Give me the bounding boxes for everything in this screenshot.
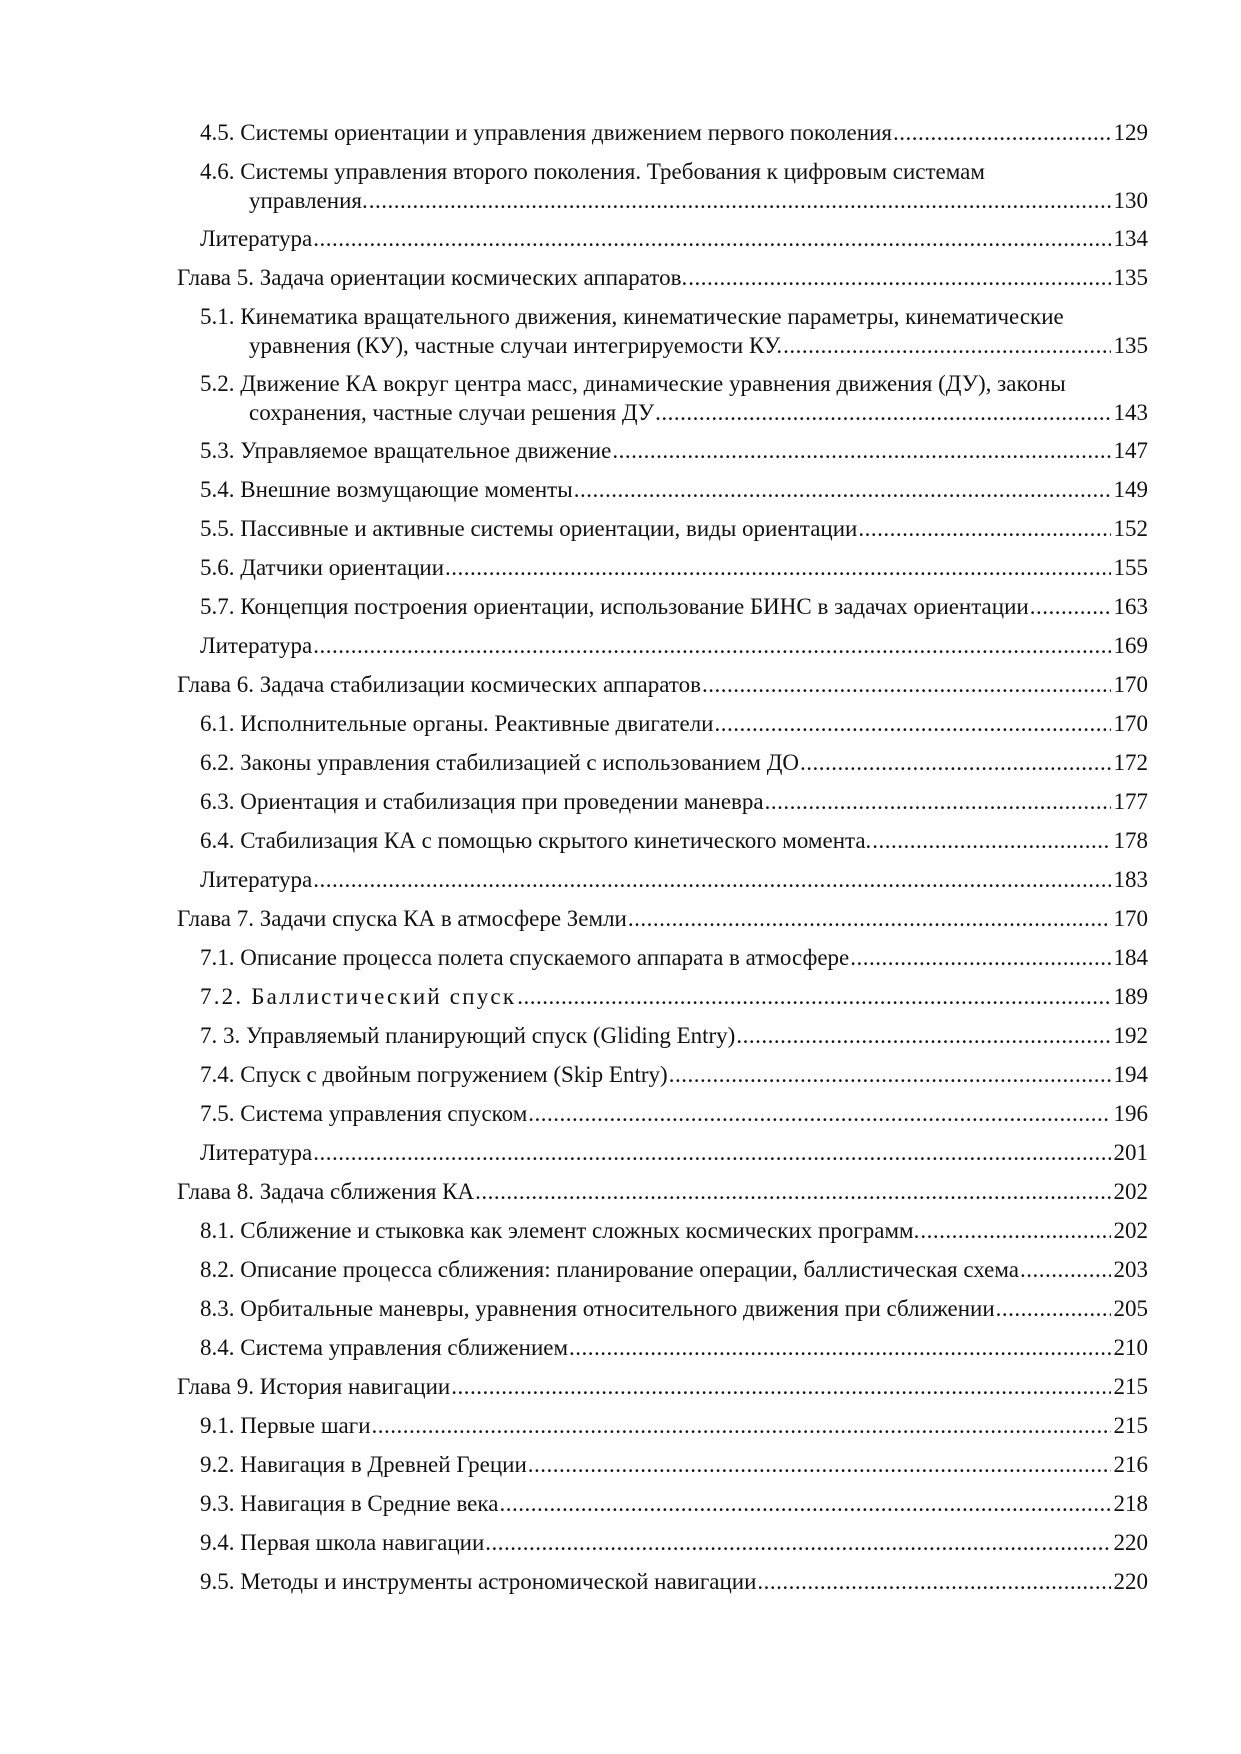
dot-leader <box>783 331 1111 360</box>
toc-entry-line <box>200 943 1148 972</box>
table-of-contents <box>0 118 1241 1606</box>
toc-entry-page-number: 170 <box>1113 672 1148 697</box>
toc-entry-page-number: 134 <box>1113 226 1148 251</box>
toc-entry-title: 9.3. Навигация в Средние века <box>200 1491 499 1516</box>
toc-section-entry[interactable] <box>200 709 1148 738</box>
toc-entry-title: 5.5. Пассивные и активные системы ориентации, виды ориентации <box>200 516 858 541</box>
toc-entry-title: 9.2. Навигация в Древней Греции <box>200 1452 527 1477</box>
toc-section-entry[interactable] <box>200 1138 1148 1167</box>
toc-section-entry[interactable] <box>200 748 1148 777</box>
toc-section-entry[interactable] <box>200 1060 1148 1089</box>
toc-entry-page-number: 215 <box>1113 1374 1148 1399</box>
toc-entry-line <box>200 1255 1148 1284</box>
toc-entry-line <box>177 670 1148 699</box>
toc-section-entry[interactable] <box>200 302 1148 360</box>
toc-entry-line <box>200 553 1148 582</box>
dot-leader <box>313 631 1111 660</box>
toc-entry-line <box>177 263 1148 292</box>
dot-leader <box>569 1333 1111 1362</box>
dot-leader <box>313 224 1111 253</box>
toc-chapter-entry[interactable] <box>177 670 1148 699</box>
toc-entry-page-number: 169 <box>1113 633 1148 658</box>
toc-entry-line <box>200 224 1148 253</box>
toc-chapter-entry[interactable] <box>177 1372 1148 1401</box>
toc-entry-title: Литература <box>200 633 313 658</box>
toc-entry-title: Глава 8. Задача сближения КА <box>177 1179 475 1204</box>
toc-entry-title: Литература <box>200 226 313 251</box>
toc-chapter-entry[interactable] <box>177 263 1148 292</box>
toc-entry-line <box>200 1489 1148 1518</box>
dot-leader <box>655 398 1111 427</box>
toc-entry-page-number: 170 <box>1113 906 1148 931</box>
toc-section-entry[interactable] <box>200 1333 1148 1362</box>
toc-entry-line <box>200 1294 1148 1323</box>
dot-leader <box>800 748 1111 777</box>
toc-entry-page-number: 152 <box>1113 516 1148 541</box>
toc-entry-page-number: 163 <box>1113 594 1148 619</box>
dot-leader <box>499 1489 1111 1518</box>
toc-section-entry[interactable] <box>200 475 1148 504</box>
toc-entry-page-number: 170 <box>1113 711 1148 736</box>
toc-entry-title: 5.4. Внешние возмущающие моменты <box>200 477 573 502</box>
dot-leader <box>517 982 1111 1011</box>
toc-entry-line <box>200 709 1148 738</box>
toc-entry-line <box>200 186 1148 215</box>
toc-entry-page-number: 220 <box>1113 1530 1148 1555</box>
dot-leader <box>313 865 1111 894</box>
dot-leader <box>996 1294 1111 1323</box>
dot-leader <box>893 118 1111 147</box>
toc-section-entry[interactable] <box>200 1411 1148 1440</box>
dot-leader <box>757 1567 1111 1596</box>
toc-entry-title: 9.4. Первая школа навигации <box>200 1530 485 1555</box>
toc-section-entry[interactable] <box>200 982 1148 1011</box>
dot-leader <box>451 1372 1111 1401</box>
toc-entry-title: 6.4. Стабилизация КА с помощью скрытого кинетического момента. <box>200 828 872 853</box>
toc-entry-page-number: 135 <box>1113 333 1148 358</box>
dot-leader <box>612 436 1111 465</box>
toc-entry-title: 8.3. Орбитальные маневры, уравнения относительного движения при сближении <box>200 1296 995 1321</box>
toc-entry-title: 9.1. Первые шаги <box>200 1413 371 1438</box>
dot-leader <box>372 1411 1111 1440</box>
toc-entry-title-line: 5.2. Движение КА вокруг центра масс, динамические уравнения движения (ДУ), законы <box>200 371 1066 396</box>
dot-leader <box>574 475 1111 504</box>
dot-leader <box>1020 1255 1111 1284</box>
toc-entry-page-number: 201 <box>1113 1140 1148 1165</box>
toc-entry-page-number: 149 <box>1113 477 1148 502</box>
toc-section-entry[interactable] <box>200 1450 1148 1479</box>
toc-section-entry[interactable] <box>200 1294 1148 1323</box>
dot-leader <box>850 943 1111 972</box>
toc-entry-title: уравнения (КУ), частные случаи интегрируемости КУ. <box>249 333 783 358</box>
toc-entry-title: 9.5. Методы и инструменты астрономической навигации <box>200 1569 757 1594</box>
dot-leader <box>872 826 1111 855</box>
toc-entry-line <box>177 1177 1148 1206</box>
toc-section-entry[interactable] <box>200 631 1148 660</box>
toc-entry-title: 6.2. Законы управления стабилизацией с использованием ДО <box>200 750 800 775</box>
toc-entry-page-number: 155 <box>1113 555 1148 580</box>
toc-entry-line <box>200 1528 1148 1557</box>
toc-entry-title-line: 4.6. Системы управления второго поколения. Требования к цифровым системам <box>200 159 985 184</box>
toc-section-entry[interactable] <box>200 1528 1148 1557</box>
dot-leader <box>628 904 1111 933</box>
toc-entry-title: Глава 7. Задачи спуска КА в атмосфере Земли <box>177 906 627 931</box>
dot-leader <box>736 1021 1111 1050</box>
toc-entry-line <box>200 982 1148 1011</box>
toc-entry-page-number: 192 <box>1113 1023 1148 1048</box>
toc-entry-line <box>200 865 1148 894</box>
toc-entry-line <box>200 331 1148 360</box>
toc-entry-title: Литература <box>200 1140 313 1165</box>
dot-leader <box>702 670 1111 699</box>
toc-entry-title: 7.2. Баллистический спуск <box>200 984 517 1009</box>
toc-entry-line <box>200 118 1148 147</box>
toc-entry-page-number: 205 <box>1113 1296 1148 1321</box>
toc-entry-page-number: 202 <box>1113 1218 1148 1243</box>
toc-entry-page-number: 215 <box>1113 1413 1148 1438</box>
toc-entry-title: 5.3. Управляемое вращательное движение <box>200 438 612 463</box>
toc-section-entry[interactable] <box>200 1216 1148 1245</box>
toc-entry-page-number: 194 <box>1113 1062 1148 1087</box>
toc-entry-title: 7.5. Система управления спуском <box>200 1101 528 1126</box>
dot-leader <box>369 186 1111 215</box>
toc-entry-title: 5.7. Концепция построения ориентации, использование БИНС в задачах ориентации <box>200 594 1029 619</box>
toc-entry-page-number: 177 <box>1113 789 1148 814</box>
dot-leader <box>688 263 1111 292</box>
toc-entry-title: 4.5. Системы ориентации и управления движением первого поколения <box>200 120 892 145</box>
dot-leader <box>313 1138 1111 1167</box>
toc-entry-title: 5.6. Датчики ориентации <box>200 555 445 580</box>
toc-section-entry[interactable] <box>200 592 1148 621</box>
toc-entry-line <box>200 1021 1148 1050</box>
toc-entry-line <box>200 748 1148 777</box>
toc-entry-line <box>200 436 1148 465</box>
dot-leader <box>714 709 1111 738</box>
dot-leader <box>669 1060 1111 1089</box>
dot-leader <box>858 514 1111 543</box>
toc-entry-line <box>177 904 1148 933</box>
toc-entry-title: 7.1. Описание процесса полета спускаемого аппарата в атмосфере <box>200 945 850 970</box>
toc-entry-line <box>200 1411 1148 1440</box>
toc-section-entry[interactable] <box>200 1021 1148 1050</box>
toc-entry-title: 6.3. Ориентация и стабилизация при проведении маневра <box>200 789 764 814</box>
toc-section-entry[interactable] <box>200 514 1148 543</box>
toc-entry-title: 6.1. Исполнительные органы. Реактивные двигатели <box>200 711 714 736</box>
dot-leader <box>1030 592 1111 621</box>
toc-section-entry[interactable] <box>200 224 1148 253</box>
toc-entry-line <box>200 1099 1148 1128</box>
toc-entry-page-number: 203 <box>1113 1257 1148 1282</box>
toc-entry-line <box>200 514 1148 543</box>
toc-entry-line <box>200 1333 1148 1362</box>
toc-entry-page-number: 178 <box>1113 828 1148 853</box>
toc-entry-page-number: 135 <box>1113 265 1148 290</box>
toc-section-entry[interactable] <box>200 1099 1148 1128</box>
toc-entry-page-number: 147 <box>1113 438 1148 463</box>
toc-entry-title: 7.4. Спуск с двойным погружением (Skip Entry) <box>200 1062 668 1087</box>
toc-section-entry[interactable] <box>200 865 1148 894</box>
dot-leader <box>765 787 1111 816</box>
toc-entry-line <box>200 631 1148 660</box>
toc-section-entry[interactable] <box>200 787 1148 816</box>
toc-entry-title: 8.1. Сближение и стыковка как элемент сложных космических программ. <box>200 1218 920 1243</box>
toc-entry-page-number: 218 <box>1113 1491 1148 1516</box>
toc-entry-page-number: 196 <box>1113 1101 1148 1126</box>
toc-entry-page-number: 184 <box>1113 945 1148 970</box>
toc-entry-line <box>200 1216 1148 1245</box>
toc-entry-title: управления. <box>249 188 368 213</box>
toc-section-entry[interactable] <box>200 943 1148 972</box>
toc-entry-line <box>200 1060 1148 1089</box>
toc-entry-line <box>200 826 1148 855</box>
toc-entry-line <box>200 475 1148 504</box>
toc-section-entry[interactable] <box>200 118 1148 147</box>
toc-section-entry[interactable] <box>200 157 1148 215</box>
toc-entry-line <box>177 1372 1148 1401</box>
toc-section-entry[interactable] <box>200 1255 1148 1284</box>
toc-entry-line <box>200 592 1148 621</box>
toc-entry-page-number: 220 <box>1113 1569 1148 1594</box>
toc-entry-page-number: 143 <box>1113 400 1148 425</box>
toc-entry-line <box>200 787 1148 816</box>
toc-entry-page-number: 183 <box>1113 867 1148 892</box>
toc-entry-title: 7. 3. Управляемый планирующий спуск (Gliding Entry) <box>200 1023 736 1048</box>
toc-section-entry[interactable] <box>200 1567 1148 1596</box>
toc-entry-page-number: 210 <box>1113 1335 1148 1360</box>
dot-leader <box>485 1528 1111 1557</box>
toc-entry-title: Глава 6. Задача стабилизации космических аппаратов <box>177 672 701 697</box>
toc-entry-title: Глава 9. История навигации <box>177 1374 451 1399</box>
toc-entry-title: 8.2. Описание процесса сближения: планирование операции, баллистическая схема <box>200 1257 1019 1282</box>
toc-section-entry[interactable] <box>200 553 1148 582</box>
toc-section-entry[interactable] <box>200 369 1148 427</box>
toc-entry-title: Глава 5. Задача ориентации космических аппаратов. <box>177 265 688 290</box>
toc-entry-title: 8.4. Система управления сближением <box>200 1335 569 1360</box>
dot-leader <box>528 1450 1111 1479</box>
toc-entry-line <box>200 398 1148 427</box>
toc-entry-title: сохранения, частные случаи решения ДУ <box>249 400 655 425</box>
toc-entry-line <box>200 1138 1148 1167</box>
toc-entry-title: Литература <box>200 867 313 892</box>
toc-section-entry[interactable] <box>200 436 1148 465</box>
toc-entry-page-number: 202 <box>1113 1179 1148 1204</box>
dot-leader <box>528 1099 1111 1128</box>
toc-section-entry[interactable] <box>200 826 1148 855</box>
toc-entry-page-number: 129 <box>1113 120 1148 145</box>
dot-leader <box>475 1177 1111 1206</box>
toc-section-entry[interactable] <box>200 1489 1148 1518</box>
toc-entry-title-line: 5.1. Кинематика вращательного движения, кинематические параметры, кинематические <box>200 304 1064 329</box>
toc-entry-line <box>200 1450 1148 1479</box>
dot-leader <box>445 553 1111 582</box>
toc-entry-page-number: 189 <box>1113 984 1148 1009</box>
toc-entry-line <box>200 1567 1148 1596</box>
toc-entry-page-number: 130 <box>1113 188 1148 213</box>
dot-leader <box>920 1216 1111 1245</box>
toc-chapter-entry[interactable] <box>177 904 1148 933</box>
toc-entry-page-number: 216 <box>1113 1452 1148 1477</box>
toc-chapter-entry[interactable] <box>177 1177 1148 1206</box>
toc-entry-page-number: 172 <box>1113 750 1148 775</box>
